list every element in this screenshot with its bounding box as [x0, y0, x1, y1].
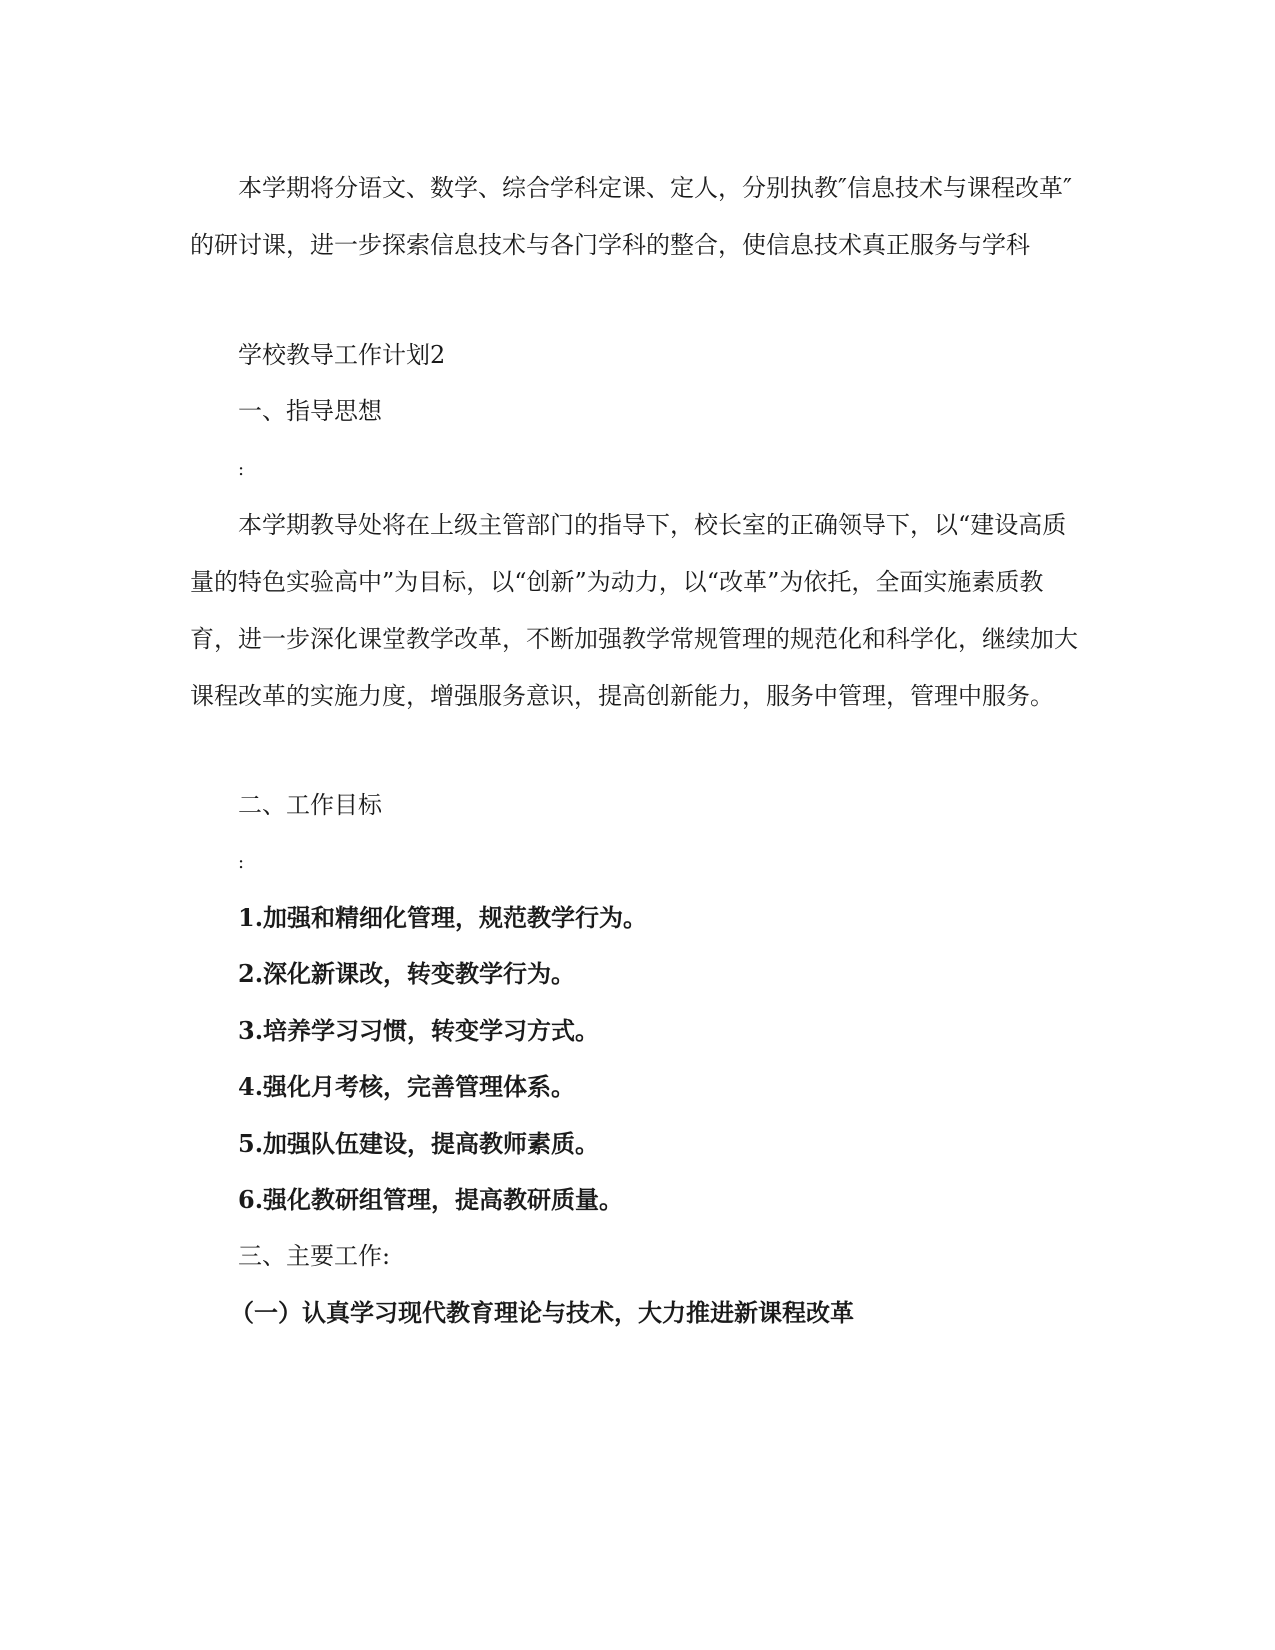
goal-item-1: 1.加强和精细化管理，规范教学行为。: [238, 903, 648, 932]
goal-item-2: 2.深化新课改，转变教学行为。: [238, 959, 576, 988]
section-2-title: 二、工作目标: [238, 791, 382, 819]
paragraph-intro: 本学期将分语文、数学、综合学科定课、定人，分别执教″信息技术与课程改革″的研讨课，进一步探索信息技术与各门学科的整合，使信息技术真正服务与学科: [190, 174, 1072, 259]
plan-heading: 学校教导工作计划2: [238, 341, 446, 369]
goal-item-4: 4.强化月考核，完善管理体系。: [238, 1072, 576, 1101]
section-3-title: 三、主要工作:: [238, 1242, 391, 1270]
subsection-1-title: （一）认真学习现代教育理论与技术，大力推进新课程改革: [230, 1298, 854, 1327]
section-2-colon: :: [238, 852, 245, 873]
section-1-title: 一、指导思想: [238, 397, 382, 425]
goal-item-3: 3.培养学习习惯，转变学习方式。: [238, 1016, 600, 1045]
goal-item-5: 5.加强队伍建设，提高教师素质。: [238, 1129, 600, 1158]
paragraph-guiding-thought: 本学期教导处将在上级主管部门的指导下，校长室的正确领导下，以“建设高质量的特色实验高中”为目标，以“创新”为动力，以“改革”为依托，全面实施素质教育，进一步深化课堂教学改革，不断加强教学常规管理的规范化和科学化，继续加大课程改革的实施力度，增强服务意识，提高创新能力，服务中管理，管理中服务。: [190, 511, 1078, 710]
goal-item-6: 6.强化教研组管理，提高教研质量。: [238, 1185, 624, 1214]
section-1-colon: :: [238, 459, 245, 480]
